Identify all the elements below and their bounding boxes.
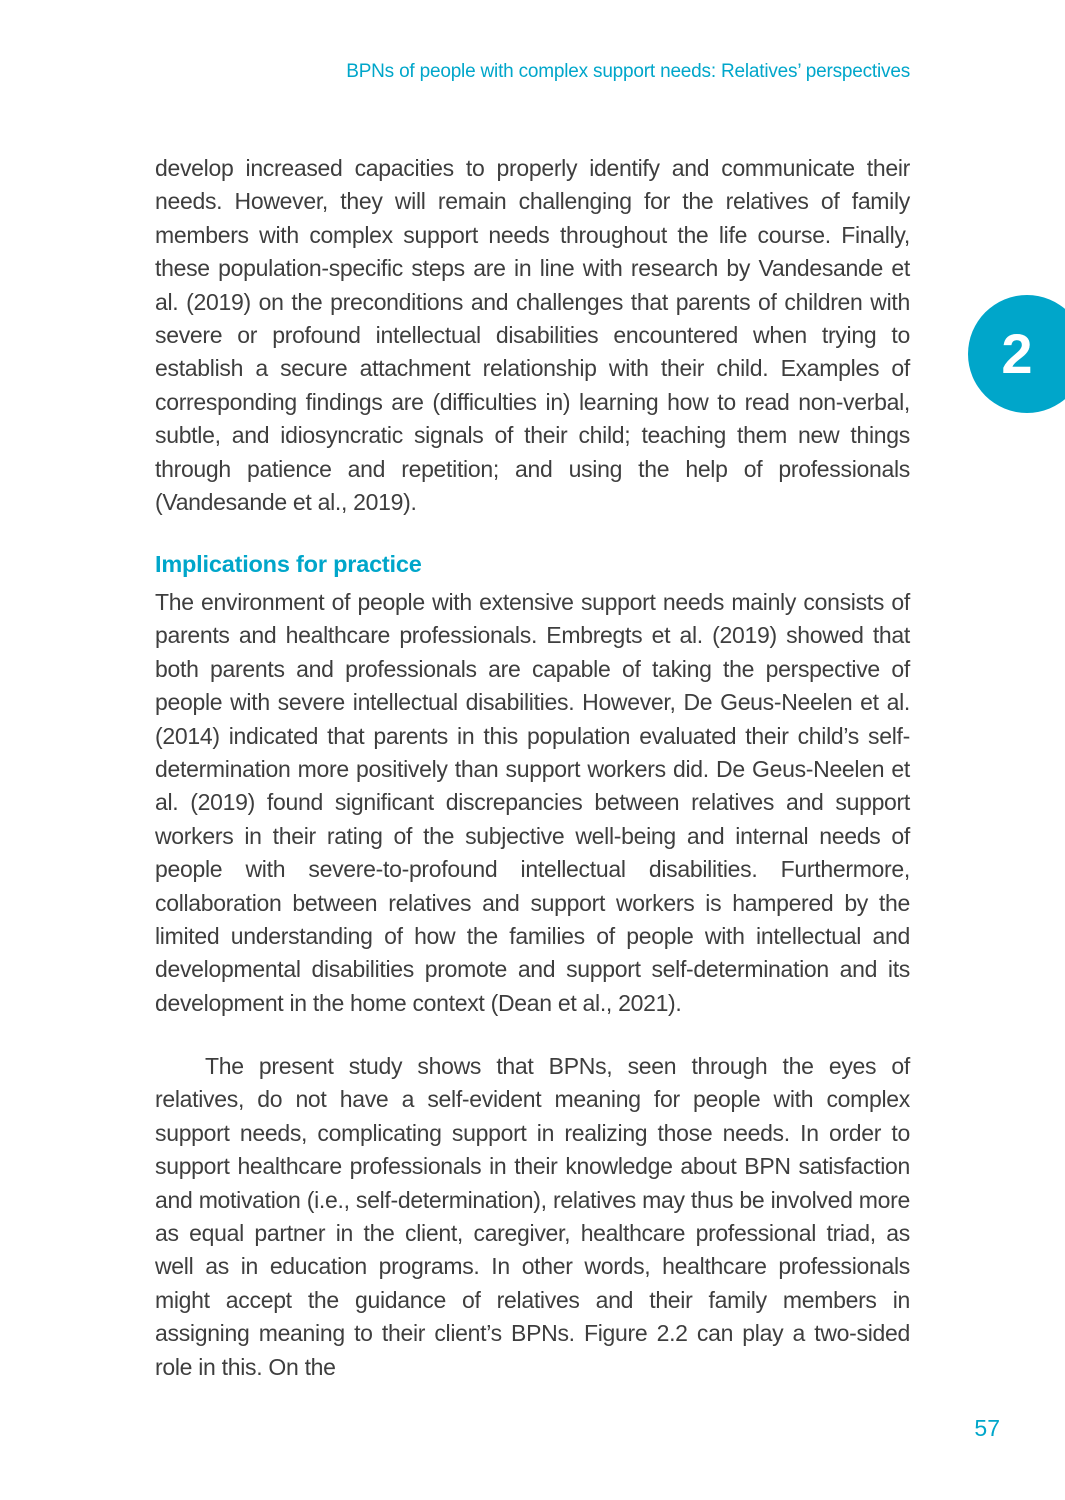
paragraph-3: The present study shows that BPNs, seen through the eyes of relatives, do not have a self-evident meaning for people with complex support needs, complicating support in realizing those needs. In order to support healthcare professionals in their knowledge about BPN satisfaction and motivation (i.e., self-determination), relatives may thus be involved more as equal partner in the client, caregiver, healthcare professional triad, as well as in education programs. In other words, healthcare professionals might accept the guidance of relatives and their family members in assigning meaning to their client’s BPNs. Figure 2.2 can play a two-sided role in this. On the [155, 1053, 910, 1380]
paragraph-1: develop increased capacities to properly identify and communicate their needs. However, they will remain challenging for the relatives of family members with complex support needs throughout the life course. Finally, these population-specific steps are in line with research by Vandesande et al. (2019) on the preconditions and challenges that parents of children with severe or profound intellectual disabilities encountered when trying to establish a secure attachment relationship with their child. Examples of corresponding findings are (difficulties in) learning how to read non-verbal, subtle, and idiosyncratic signals of their child; teaching them new things through patience and repetition; and using the help of professionals (Vandesande et al., 2019). [155, 155, 910, 516]
section-heading: Implications for practice [155, 551, 422, 577]
paragraph-2: The environment of people with extensive support needs mainly consists of parents and healthcare professionals. Embregts et al. (2019) showed that both parents and professionals are capable of taking the perspective of people with severe intellectual disabilities. However, De Geus-Neelen et al. (2014) indicated that parents in this population evaluated their child’s self-determination more positively than support workers did. De Geus-Neelen et al. (2019) found significant discrepancies between relatives and support workers in their rating of the subjective well-being and internal needs of people with severe-to-profound intellectual disabilities. Furthermore, collaboration between relatives and support workers is hampered by the limited understanding of how the families of people with intellectual and developmental disabilities promote and support self-determination and its development in the home context (Dean et al., 2021). [155, 589, 910, 1016]
running-header: BPNs of people with complex support needs: Relatives’ perspectives [346, 61, 910, 82]
chapter-number: 2 [1001, 322, 1033, 385]
chapter-tab [968, 295, 1065, 413]
page-number: 57 [974, 1415, 1000, 1441]
